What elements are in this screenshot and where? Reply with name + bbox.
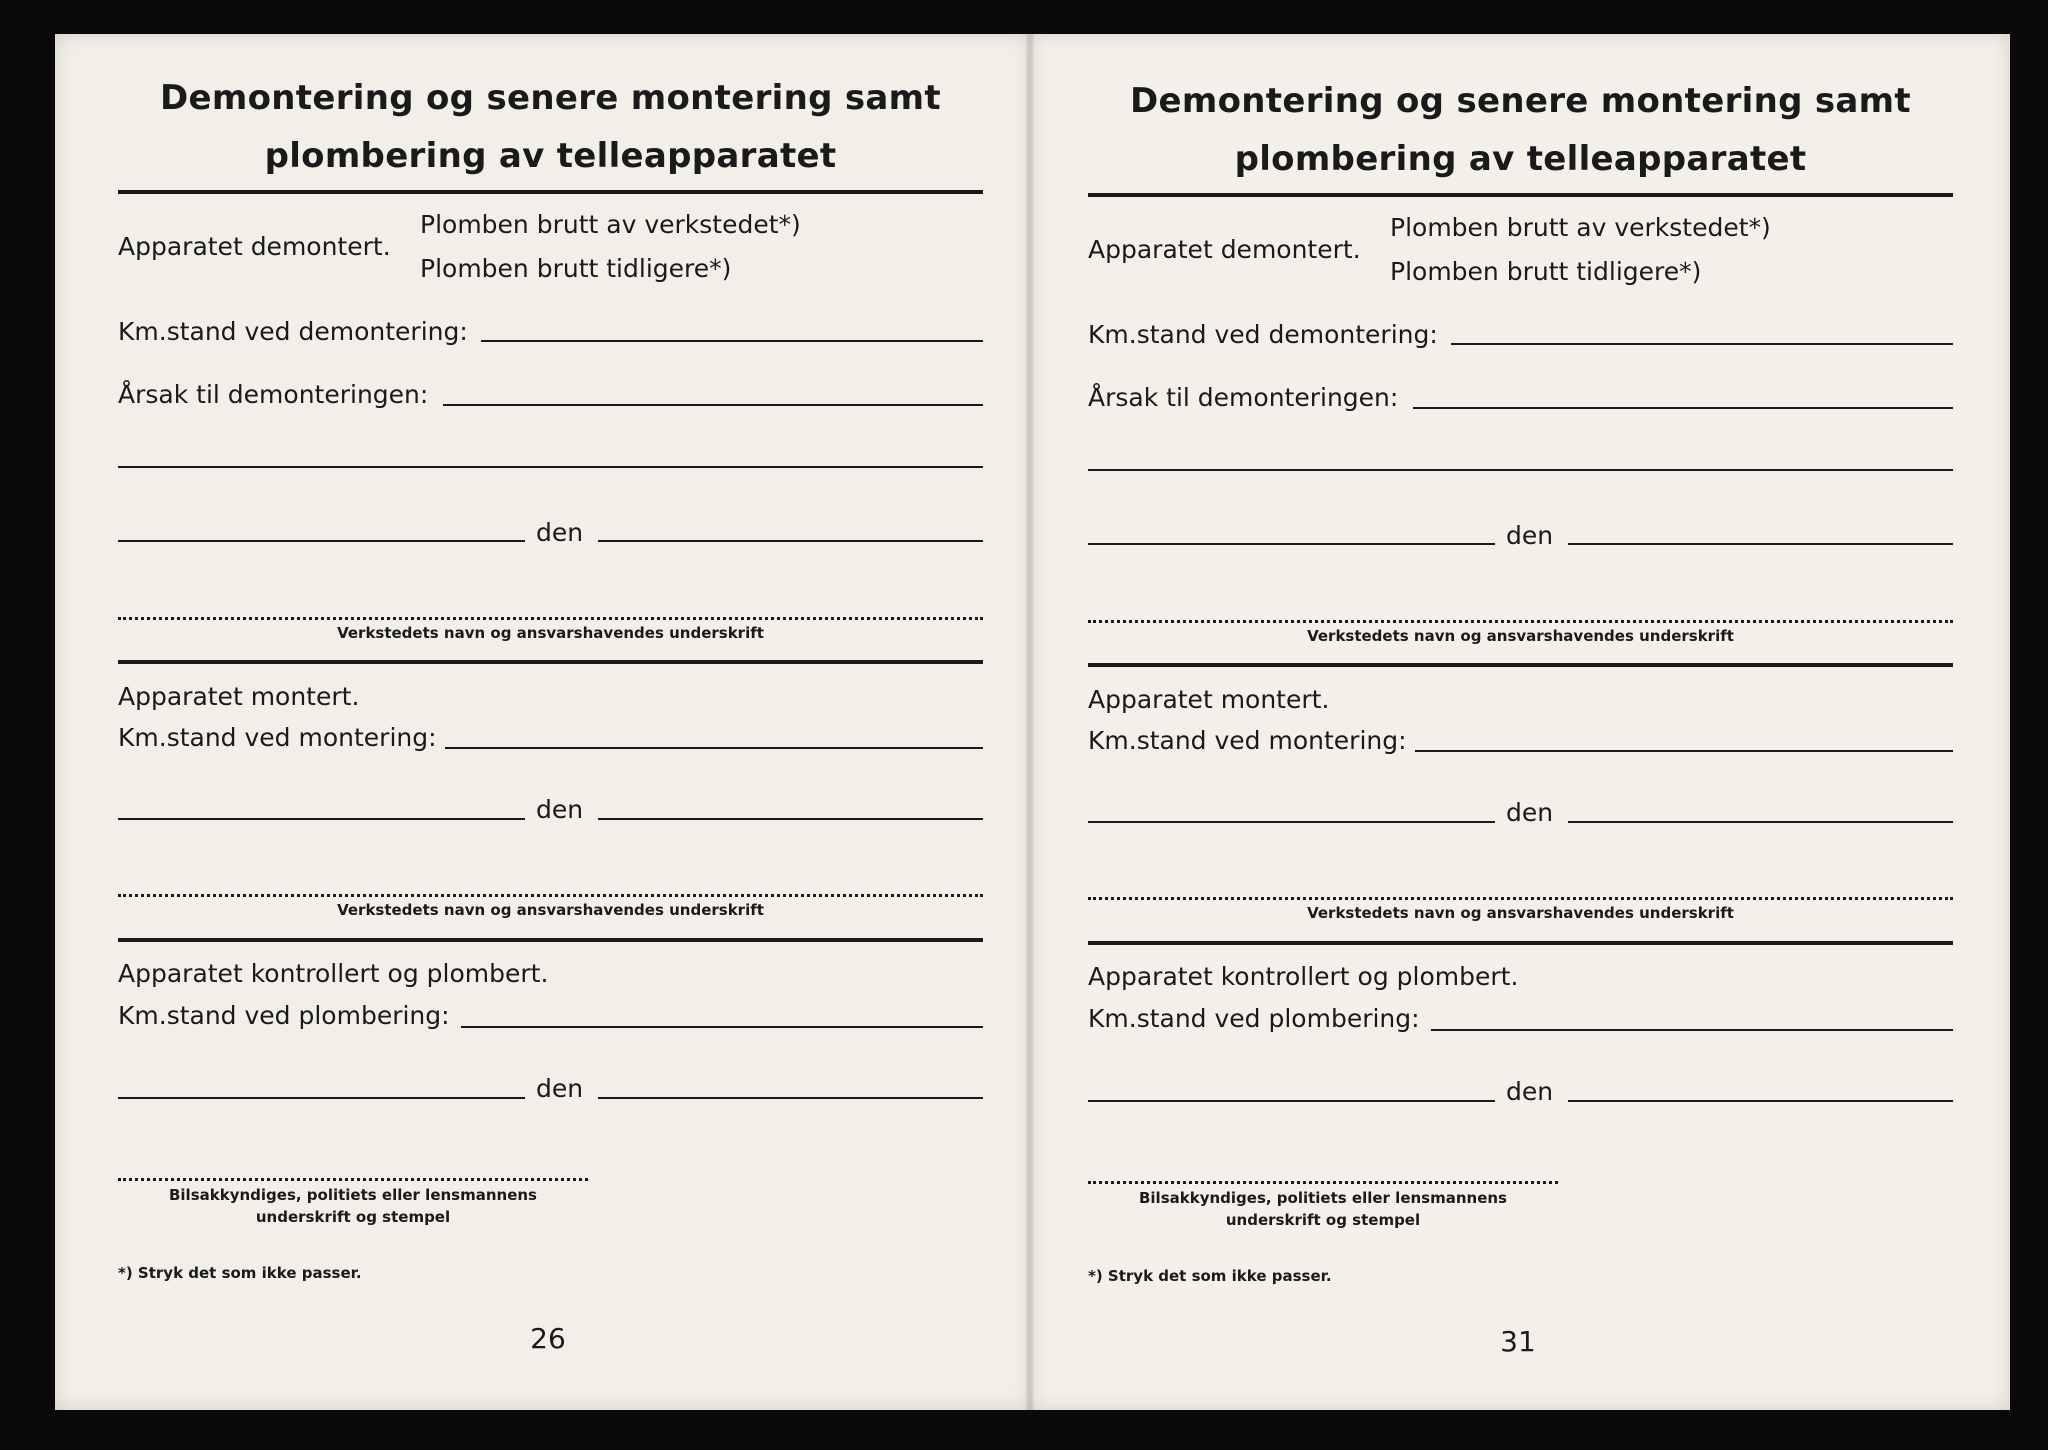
date-field[interactable] (598, 540, 983, 542)
place-field[interactable] (1088, 821, 1495, 823)
footnote: *) Stryk det som ikke passer. (118, 1264, 362, 1282)
km-at-install-field[interactable] (445, 747, 983, 749)
authority-signature-field[interactable] (118, 1178, 588, 1181)
date-word: den (1506, 1077, 1554, 1106)
removed-label: Apparatet demontert. (118, 232, 391, 261)
seal-broken-earlier-option[interactable]: Plomben brutt tidligere*) (1390, 257, 1702, 286)
reason-field[interactable] (443, 404, 983, 406)
km-at-removal-field[interactable] (481, 340, 983, 342)
date-word: den (1506, 798, 1554, 827)
form-title-line1: Demontering og senere montering samt (1130, 81, 1911, 121)
place-field[interactable] (118, 1097, 525, 1099)
km-at-seal-label: Km.stand ved plombering: (1088, 1004, 1420, 1033)
reason-label: Årsak til demonteringen: (1088, 383, 1399, 412)
date-field[interactable] (1568, 1100, 1953, 1102)
date-word: den (536, 1074, 584, 1103)
page-number: 31 (1500, 1325, 1536, 1358)
workshop-signature-caption: Verkstedets navn og ansvarshavendes underskrift (337, 901, 764, 919)
title-rule (1088, 193, 1953, 197)
installed-label: Apparatet montert. (118, 682, 360, 711)
authority-signature-field[interactable] (1088, 1181, 1558, 1184)
km-at-install-field[interactable] (1415, 750, 1953, 752)
section-rule (118, 938, 983, 942)
reason-field-line2[interactable] (1088, 469, 1953, 471)
km-at-removal-label: Km.stand ved demontering: (118, 317, 468, 346)
page-number: 26 (530, 1322, 566, 1355)
book-fold (1026, 34, 1034, 1410)
form-right (1088, 3, 1953, 1413)
date-word: den (536, 518, 584, 547)
workshop-signature-caption: Verkstedets navn og ansvarshavendes underskrift (1307, 904, 1734, 922)
authority-caption-line1: Bilsakkyndiges, politiets eller lensmannens (168, 1186, 537, 1204)
section-rule (1088, 663, 1953, 667)
km-at-seal-label: Km.stand ved plombering: (118, 1001, 450, 1030)
km-at-seal-field[interactable] (461, 1026, 983, 1028)
form-title-line1: Demontering og senere montering samt (160, 78, 941, 118)
workshop-signature-field[interactable] (118, 894, 983, 897)
date-field[interactable] (598, 1097, 983, 1099)
reason-field[interactable] (1413, 407, 1953, 409)
section-rule (118, 660, 983, 664)
form-title-line2: plombering av telleapparatet (264, 136, 837, 176)
date-field[interactable] (1568, 821, 1953, 823)
km-at-removal-field[interactable] (1451, 343, 1953, 345)
place-field[interactable] (118, 540, 525, 542)
seal-broken-workshop-option[interactable]: Plomben brutt av verkstedet*) (420, 210, 801, 239)
workshop-signature-caption: Verkstedets navn og ansvarshavendes underskrift (337, 624, 764, 642)
inspected-label: Apparatet kontrollert og plombert. (118, 959, 549, 988)
workshop-signature-field[interactable] (1088, 897, 1953, 900)
authority-caption-line2: underskrift og stempel (255, 1208, 451, 1226)
km-at-seal-field[interactable] (1431, 1029, 1953, 1031)
workshop-signature-field[interactable] (1088, 620, 1953, 623)
date-field[interactable] (598, 818, 983, 820)
km-at-removal-label: Km.stand ved demontering: (1088, 320, 1438, 349)
place-field[interactable] (1088, 543, 1495, 545)
km-at-install-label: Km.stand ved montering: (118, 723, 437, 752)
seal-broken-earlier-option[interactable]: Plomben brutt tidligere*) (420, 254, 732, 283)
section-rule (1088, 941, 1953, 945)
date-field[interactable] (1568, 543, 1953, 545)
removed-label: Apparatet demontert. (1088, 235, 1361, 264)
seal-broken-workshop-option[interactable]: Plomben brutt av verkstedet*) (1390, 213, 1771, 242)
title-rule (118, 190, 983, 194)
workshop-signature-caption: Verkstedets navn og ansvarshavendes underskrift (1307, 627, 1734, 645)
km-at-install-label: Km.stand ved montering: (1088, 726, 1407, 755)
place-field[interactable] (118, 818, 525, 820)
place-field[interactable] (1088, 1100, 1495, 1102)
footnote: *) Stryk det som ikke passer. (1088, 1267, 1332, 1285)
installed-label: Apparatet montert. (1088, 685, 1330, 714)
workshop-signature-field[interactable] (118, 617, 983, 620)
date-word: den (536, 795, 584, 824)
form-title-line2: plombering av telleapparatet (1234, 139, 1807, 179)
form-left (118, 0, 983, 1410)
authority-caption-line1: Bilsakkyndiges, politiets eller lensmannens (1138, 1189, 1507, 1207)
reason-field-line2[interactable] (118, 466, 983, 468)
authority-caption-line2: underskrift og stempel (1225, 1211, 1421, 1229)
inspected-label: Apparatet kontrollert og plombert. (1088, 962, 1519, 991)
date-word: den (1506, 521, 1554, 550)
reason-label: Årsak til demonteringen: (118, 380, 429, 409)
